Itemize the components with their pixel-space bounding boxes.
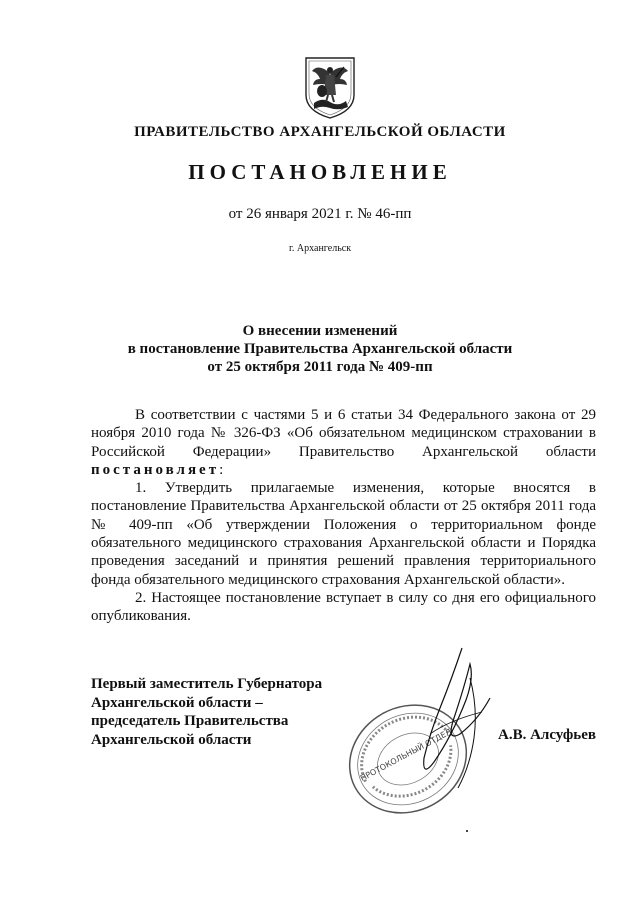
document-date-number: от 26 января 2021 г. № 46-пп (228, 206, 412, 222)
document-body (91, 406, 596, 626)
signer-position-line-3: председатель Правительства (91, 713, 289, 729)
page-mark (466, 830, 468, 832)
body-paragraph-2: 1. Утвердить прилагаемые изменения, которые вносятся в постановление Правительства Архангельской области от 25 октября 2011 года № 409-пп «Об утверждении Положения о территориальном фонде обязательного медицинского страхования Архангельской области и Порядка проведения заседаний и принятия решений правления территориального фонда обязательного медицинского страхования Архангельской области». (91, 480, 596, 588)
resolves-word: постановляет (91, 461, 220, 478)
coat-of-arms-icon (300, 55, 360, 121)
signer-position-line-2: Архангельской области – (91, 694, 263, 711)
body-paragraph-3: 2. Настоящее постановление вступает в силу со дня его официального опубликования. (91, 589, 596, 625)
stamp-center-text: ПРОТОКОЛЬНЫЙ ОТДЕЛ (358, 727, 453, 783)
body-paragraph-1 (91, 406, 596, 479)
signer-name: А.В. Алсуфьев (498, 727, 596, 743)
preamble-text: В соответствии с частями 5 и 6 статьи 34 Федерального закона от 29 ноября 2010 года № 326-ФЗ «Об обязательном медицинском страховании в Российской Федерации» Правительство Архангельской области (91, 407, 596, 460)
signer-position (91, 675, 322, 749)
document-type-heading: ПОСТАНОВЛЕНИЕ (188, 160, 452, 184)
signer-position-line-1: Первый заместитель Губернатора (91, 676, 323, 692)
title-line-1: О внесении изменений (242, 323, 398, 339)
government-title: ПРАВИТЕЛЬСТВО АРХАНГЕЛЬСКОЙ ОБЛАСТИ (134, 124, 506, 140)
title-line-2: в постановление Правительства Архангельской области (127, 341, 513, 357)
signer-position-line-4: Архангельской области (91, 731, 252, 748)
document-title (0, 322, 640, 376)
preamble-colon: : (219, 461, 224, 478)
title-line-3: от 25 октября 2011 года № 409-пп (207, 359, 433, 375)
document-city: г. Архангельск (288, 243, 352, 254)
handwritten-signature (400, 638, 510, 798)
